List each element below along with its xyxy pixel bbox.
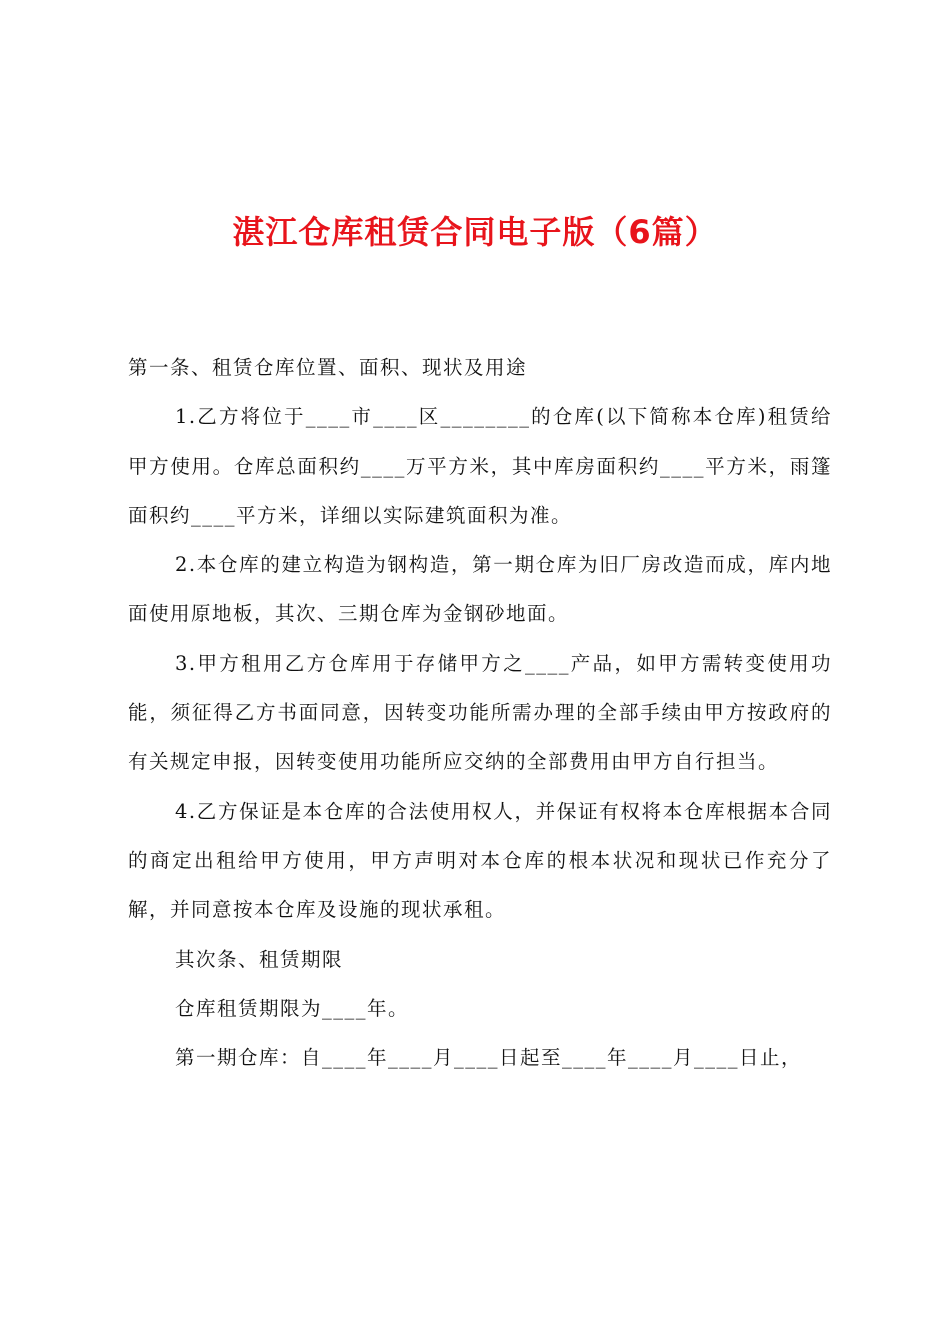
document-title: 湛江仓库租赁合同电子版（6篇） (232, 213, 718, 251)
paragraph-3: 3.甲方租用乙方仓库用于存储甲方之____产品，如甲方需转变使用功能，须征得乙方书面同意，因转变功能所需办理的全部手续由甲方按政府的有关规定申报，因转变使用功能所应交纳的全部费用由甲方自行担当。 (128, 651, 832, 774)
section-heading-1: 第一条、租赁仓库位置、面积、现状及用途 (128, 356, 528, 379)
paragraph-4: 4.乙方保证是本仓库的合法使用权人，并保证有权将本仓库根据本合同的商定出租给甲方使用，甲方声明对本仓库的根本状况和现状已作充分了解，并同意按本仓库及设施的现状承租。 (128, 799, 832, 922)
paragraph-1: 1.乙方将位于____市____区________的仓库(以下简称本仓库)租赁给甲方使用。仓库总面积约____万平方米，其中库房面积约____平方米，雨篷面积约____平方米，详细以实际建筑面积为准。 (128, 405, 832, 527)
paragraph-6: 第一期仓库：自____年____月____日起至____年____月____日止， (175, 1046, 803, 1070)
document-body (128, 343, 832, 1082)
paragraph-5: 仓库租赁期限为____年。 (175, 996, 410, 1020)
paragraph-2: 2.本仓库的建立构造为钢构造，第一期仓库为旧厂房改造而成，库内地面使用原地板，其次、三期仓库为金钢砂地面。 (128, 553, 832, 626)
section-heading-2: 其次条、租赁期限 (175, 947, 344, 971)
